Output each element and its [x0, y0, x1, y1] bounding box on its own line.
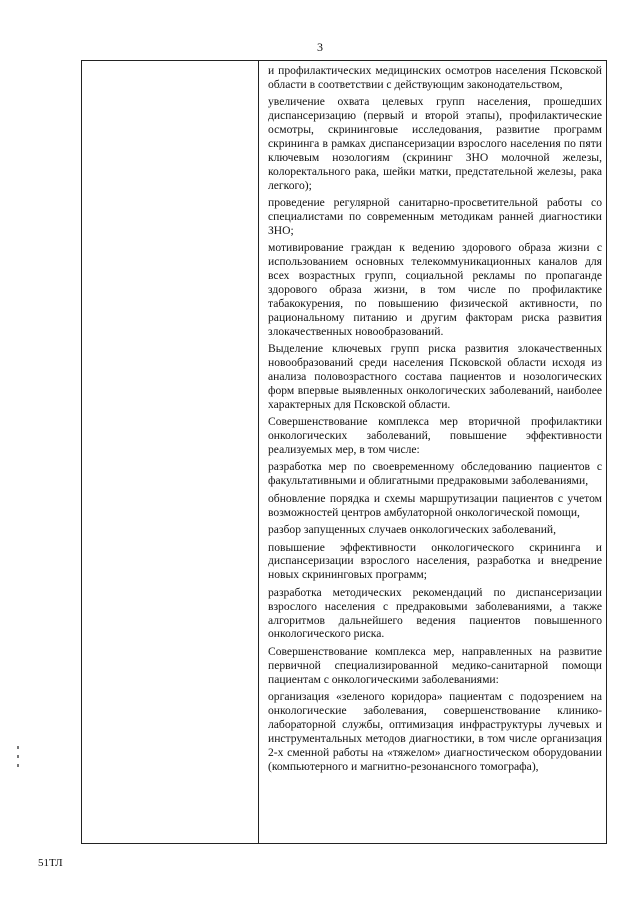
table-right-column: [259, 61, 606, 843]
paragraph: разработка мер по своевременному обследованию пациентов с факультативными и облигатными предраковыми заболеваниями,: [268, 460, 602, 488]
paragraph: разбор запущенных случаев онкологических заболеваний,: [268, 523, 557, 537]
scan-mark: [17, 755, 19, 758]
footer-code: 51ТЛ: [38, 857, 63, 869]
scan-mark: [17, 764, 19, 767]
paragraph: разработка методических рекомендаций по диспансеризации взрослого населения с предраковыми заболеваниями, а также алгоритмов дальнейшего ведения пациентов повышенного онкологического риска.: [268, 585, 602, 641]
scan-margin-marks: [16, 740, 20, 800]
paragraph: Совершенствование комплекса мер, направленных на развитие первичной специализированной медико-санитарной помощи пациентам с онкологическими заболеваниями:: [268, 644, 602, 686]
paragraph: проведение регулярной санитарно-просветительной работы со специалистами по современным методикам ранней диагностики ЗНО;: [268, 196, 602, 237]
paragraph: Совершенствование комплекса мер вторичной профилактики онкологических заболеваний, повышение эффективности реализуемых мер, в том числе:: [268, 415, 602, 457]
paragraph: организация «зеленого коридора» пациентам с подозрением на онкологические заболевания, совершенствование клинико-лабораторной службы, оптимизация инфраструктуры лучевых и инструментальных методов диагностики, в том числе организация 2-х сменной работы на «тяжелом» диагностическом оборудовании (компьютерного и магнитно-резонансного томографа),: [268, 690, 602, 773]
paragraph: обновление порядка и схемы маршрутизации пациентов с учетом возможностей центров амбулаторной онкологической помощи,: [268, 491, 602, 519]
paragraph: Выделение ключевых групп риска развития злокачественных новообразований среди населения Псковской области исходя из анализа половозрастного состава пациентов и нозологических форм впервые выявленных онкологических заболеваний, наиболее характерных для Псковской области.: [268, 342, 602, 411]
paragraph: мотивирование граждан к ведению здорового образа жизни с использованием основных телекоммуникационных каналов для всех возрастных групп, социальной рекламы по пропаганде здорового образа жизни, в том числе по профилактике табакокурения, по повышению физической активности, по рациональному питанию и другим факторам риска развития злокачественных новообразований.: [268, 241, 602, 338]
paragraph: повышение эффективности онкологического скрининга и диспансеризации взрослого населения, разработка и внедрение новых скрининговых программ;: [268, 540, 602, 582]
scan-mark: [17, 746, 19, 749]
paragraph: увеличение охвата целевых групп населения, прошедших диспансеризацию (первый и второй этапы), профилактические осмотры, скрининговые исследования, развитие программ скрининга в рамках диспансеризации взрослого населения по пяти ключевым нозологиям (скрининг ЗНО молочной железы, колоректального рака, шейки матки, предстательной железы, рака легкого);: [268, 95, 602, 192]
page-number: 3: [317, 40, 323, 54]
paragraph: и профилактических медицинских осмотров населения Псковской области в соответствии с действующим законодательством,: [268, 64, 602, 91]
table-left-column: [82, 61, 259, 843]
content-table: [81, 60, 607, 844]
